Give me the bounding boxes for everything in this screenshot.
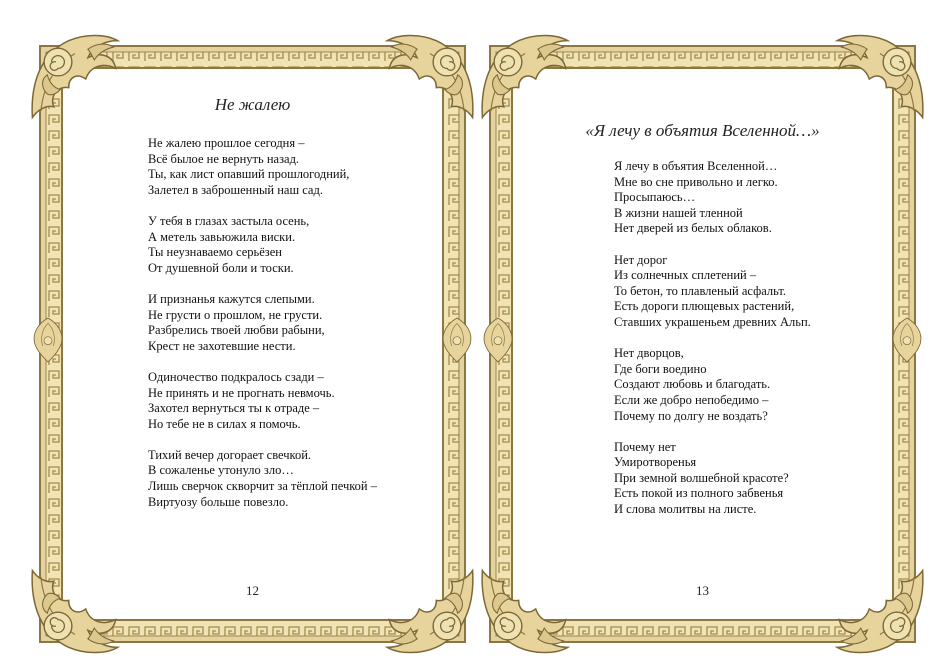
stanza (148, 214, 377, 276)
stanza (614, 159, 811, 237)
poem-line: Залетел в заброшенный наш сад. (148, 182, 323, 197)
poem-line: Лишь сверчок скворчит за тёплой печкой – (148, 479, 377, 494)
poem-line: То бетон, то плавленый асфальт. (614, 283, 786, 298)
poem-line: Нет дверей из белых облаков. (614, 221, 772, 236)
stanza (148, 370, 377, 432)
poem-line: И слова молитвы на листе. (614, 502, 757, 517)
poem-line: Не грусти о прошлом, не грусти. (148, 307, 323, 322)
poem-line: Просыпаюсь… (614, 190, 696, 205)
poem-line: Всё былое не вернуть назад. (148, 151, 300, 166)
poem-line: А метель завьюжила виски. (148, 229, 296, 244)
poem-line: Умиротворенья (614, 455, 697, 470)
poem-line: Нет дорог (614, 252, 668, 267)
poem-line: Виртуозу больше повезло. (148, 494, 289, 509)
poem-line: Ставших украшеньем древних Альп. (614, 314, 811, 329)
poem-line: Мне во сне привольно и легко. (614, 174, 778, 189)
poem-line: Создают любовь и благодать. (614, 377, 771, 392)
stanza (614, 253, 811, 331)
poem-line: При земной волшебной красоте? (614, 470, 789, 485)
poem-line: Если же добро непобедимо – (614, 392, 769, 407)
poem-line: Одиночество подкралось сзади – (148, 369, 324, 384)
poem-line: Но тебе не в силах я помочь. (148, 416, 301, 431)
stanza (148, 292, 377, 354)
poem-line: Почему по долгу не воздать? (614, 408, 768, 423)
stanza (614, 440, 811, 518)
poem-line: Тихий вечер догорает свечкой. (148, 447, 312, 462)
stanza (148, 136, 377, 198)
poem-body (148, 136, 377, 526)
poem-line: Захотел вернуться ты к отраде – (148, 401, 320, 416)
page-number: 12 (246, 583, 259, 598)
poem-line: У тебя в глазах застыла осень, (148, 213, 310, 228)
stanza (614, 346, 811, 424)
poem-line: В жизни нашей тленной (614, 205, 743, 220)
page-number: 13 (696, 583, 709, 598)
poem-line: Почему нет (614, 439, 676, 454)
poem-line: Из солнечных сплетений – (614, 268, 757, 283)
poem-line: Не жалею прошлое сегодня – (148, 136, 305, 150)
stanza (148, 448, 377, 510)
poem-line: Я лечу в объятия Вселенной… (614, 159, 778, 173)
poem-line: Где боги воедино (614, 361, 707, 376)
poem-title: Не жалею (214, 95, 291, 114)
poem-line: В сожаленье утонуло зло… (148, 463, 294, 478)
poem-line: Разбрелись твоей любви рабыни, (148, 323, 325, 338)
poem-line: Есть дороги плющевых растений, (614, 299, 795, 314)
poem-line: Ты, как лист опавший прошлогодний, (148, 167, 350, 182)
poem-line: От душевной боли и тоски. (148, 260, 294, 275)
poem-line: Крест не захотевшие нести. (148, 338, 296, 353)
page-left (30, 32, 475, 656)
poem-line: Не принять и не прогнать невмочь. (148, 385, 335, 400)
page-right (480, 32, 925, 656)
poem-line: Есть покой из полного забвенья (614, 486, 784, 501)
poem-line: И признанья кажутся слепыми. (148, 291, 315, 306)
poem-line: Ты неузнаваемо серьёзен (148, 245, 282, 260)
poem-line: Нет дворцов, (614, 346, 684, 361)
poem-title: «Я лечу в объятия Вселенной…» (585, 121, 820, 140)
poem-body (614, 159, 811, 533)
